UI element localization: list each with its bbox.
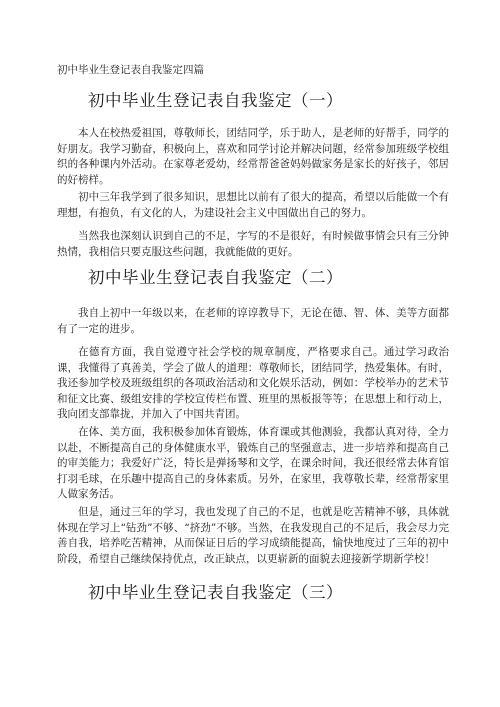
section-1-paragraph-3: 当然我也深刻认识到自己的不足，字写的不是很好，有时候做事情会只有三分钟热情，我相信只要克服这些问题，我就能做的更好。 bbox=[57, 230, 449, 258]
section-2-paragraph-3: 在体、美方面，我积极参加体育锻炼，体育课或其他测验，我都认真对待，全力以赴，不断提高自己的身体健康水平，锻炼自己的坚强意志，进一步培养和提高自己的审美能力；我爱好广泛，特长是弹扬琴和文学，在课余时间，我还很经常去体育馆打羽毛球，在乐趣中提高自己的身体素质。另外，在家里，我尊敬长辈，经常帮家里人做家务活。 bbox=[57, 426, 449, 501]
section-title-1: 初中毕业生登记表自我鉴定（一） bbox=[88, 91, 343, 110]
section-2-paragraph-1: 我自上初中一年级以来，在老师的谆谆教导下，无论在德、智、体、美等方面都有了一定的进步。 bbox=[57, 307, 449, 335]
document-label: 初中毕业生登记表自我鉴定四篇 bbox=[57, 64, 204, 76]
section-title-2: 初中毕业生登记表自我鉴定（二） bbox=[88, 268, 343, 287]
section-1-paragraph-2: 初中三年我学到了很多知识，思想比以前有了很大的提高，希望以后能做一个有理想，有抱负，有文化的人，为建设社会主义中国做出自己的努力。 bbox=[57, 191, 449, 219]
section-1-paragraph-1: 本人在校热爱祖国，尊敬师长，团结同学，乐于助人，是老师的好帮手，同学的好朋友。我学习勤奋，积极向上，喜欢和同学讨论并解决问题，经常参加班级学校组织的各种课内外活动。在家尊老爱幼，经常帮爸爸妈妈做家务是家长的好孩子，邻居的好榜样。 bbox=[57, 127, 449, 186]
section-title-3: 初中毕业生登记表自我鉴定（三） bbox=[88, 583, 343, 602]
section-2-paragraph-4: 但是，通过三年的学习，我也发现了自己的不足，也就是吃苦精神不够，具体就体现在学习上“钻劲”不够、“挤劲”不够。当然，在我发现自己的不足后，我会尽力完善自我，培养吃苦精神，从而保证日后的学习成绩能提高，愉快地度过了三年的初中阶段，希望自己继续保持优点，改正缺点，以更崭新的面貌去迎接新学期新学校！ bbox=[57, 506, 449, 565]
section-2-paragraph-2: 在德育方面，我自觉遵守社会学校的规章制度，严格要求自己。通过学习政治课，我懂得了真善美，学会了做人的道理：尊敬师长，团结同学，热爱集体。有时，我还参加学校及班级组织的各项政治活动和文化娱乐活动，例如：学校举办的艺术节和征文比赛、级组安排的学校宣传栏布置、班里的黑板报等等；在思想上和行动上，我向团支部靠拢，并加入了中国共青团。 bbox=[57, 346, 449, 421]
